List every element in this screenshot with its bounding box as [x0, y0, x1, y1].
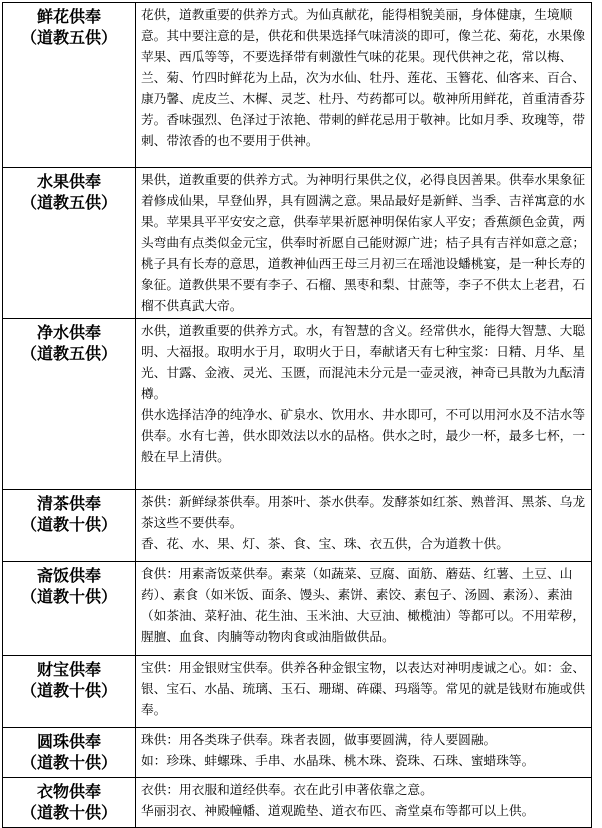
- row-title-cell: [3, 3, 136, 168]
- table-row: [3, 656, 592, 728]
- row-category: （道教五供）: [20, 344, 117, 363]
- row-description: 供水选择洁净的纯净水、矿泉水、饮用水、井水即可，不可以用河水及不洁水等供奉。水有七善，供水即效法以水的品格。供水之时，最少一杯，最多七杯，一般在早上清供。: [141, 407, 586, 464]
- table-row: [3, 728, 592, 778]
- row-description: 食供：用素斋饭菜供奉。素菜（如蔬菜、豆腐、面筋、蘑菇、红薯、土豆、山药）、素食（如米饭、面条、馒头、素饼、素饺、素包子、汤圆、素汤）、素油（如茶油、菜籽油、花生油、玉米油、大豆油、橄榄油）等都可以。不用荤秽，腥膻、血食、肉腩等动物肉食或油脂做供品。: [141, 566, 586, 644]
- table-row: [3, 3, 592, 168]
- row-category: （道教十供）: [20, 515, 117, 534]
- row-title-cell: [3, 168, 136, 319]
- row-description: 衣供：用衣服和道经供奉。衣在此引申著依靠之意。: [141, 782, 433, 797]
- row-title-cell: [3, 728, 136, 778]
- row-category: （道教十供）: [20, 753, 117, 772]
- row-title: 财宝供奉: [36, 660, 101, 679]
- row-description-cell: [136, 656, 592, 728]
- row-description: 珠供：用各类珠子供奉。珠者表圆，做事要圆满，待人要圆融。: [141, 732, 497, 747]
- row-category: （道教十供）: [20, 587, 117, 606]
- row-title: 鲜花供奉: [36, 7, 101, 26]
- row-category: （道教五供）: [20, 193, 117, 212]
- row-title-cell: [3, 562, 136, 656]
- row-title: 清茶供奉: [36, 494, 101, 513]
- row-description: 香、花、水、果、灯、茶、食、宝、珠、衣五供，合为道教十供。: [141, 536, 509, 551]
- row-title-cell: [3, 656, 136, 728]
- table-row: [3, 778, 592, 828]
- row-title: 衣物供奉: [36, 782, 101, 801]
- table-row: [3, 168, 592, 319]
- row-title: 斋饭供奉: [36, 566, 101, 585]
- row-description: 花供，道教重要的供养方式。为仙真献花，能得相貌美丽，身体健康，生境顺意。其中要注意的是，供花和供果选择气味清淡的即可，像兰花、菊花，水果像苹果、西瓜等等，不要选择带有刺激性气味的花果。现代供神之花，常以梅、兰、菊、竹四时鲜花为上品，次为水仙、牡丹、莲花、玉簪花、仙客来、百合、康乃馨、虎皮兰、木樨、灵芝、杜丹、芍药都可以。敬神所用鲜花，首重清香芬芳。香味强烈、色泽过于浓艳、带刺的鲜花忌用于敬神。比如月季、玫瑰等，带刺、带浓香的也不要用于供神。: [141, 7, 586, 148]
- row-description: 果供，道教重要的供养方式。为神明行果供之仪，必得良因善果。供奉水果象征着修成仙果，早登仙界，具有圆满之意。果品最好是新鲜、当季、吉祥寓意的水果。苹果具平平安安之意，供奉苹果祈愿神明保佑家人平安；香蕉颜色金黄，两头弯曲有点类似金元宝，供奉时祈愿自己能财源广进；桔子具有吉祥如意之意；桃子具有长寿的意思，道教神仙西王母三月初三在瑶池设蟠桃宴，是一种长寿的象征。道教供果不要有李子、石榴、黑枣和梨、甘蔗等，李子不供太上老君，石榴不供真武大帝。: [141, 172, 586, 313]
- row-description-cell: [136, 3, 592, 168]
- table-row: [3, 490, 592, 562]
- row-description-cell: [136, 490, 592, 562]
- row-category: （道教十供）: [20, 803, 117, 822]
- row-title: 圆珠供奉: [36, 732, 101, 751]
- table-row: [3, 562, 592, 656]
- row-title-cell: [3, 319, 136, 490]
- row-title-cell: [3, 490, 136, 562]
- row-description: 水供，道教重要的供养方式。水，有智慧的含义。经常供水，能得大智慧、大聪明、大福报。取明水于月，取明火于日，奉献诸天有七种宝浆：日精、月华、星光、甘露、金液、灵光、玉匮，而混沌未分元是一壶灵液，神奇已具散为九酝清樽。: [141, 323, 586, 401]
- row-description: 华丽羽衣、神殿幢幡、道观跪垫、道衣布匹、斋堂桌布等都可以上供。: [141, 803, 535, 818]
- row-category: （道教十供）: [20, 681, 117, 700]
- row-description-cell: [136, 168, 592, 319]
- row-description-cell: [136, 728, 592, 778]
- row-title: 水果供奉: [36, 172, 101, 191]
- row-description-cell: [136, 319, 592, 490]
- table-row: [3, 319, 592, 490]
- row-title-cell: [3, 778, 136, 828]
- row-description-cell: [136, 562, 592, 656]
- offerings-table: [2, 2, 592, 828]
- row-description: 如：珍珠、蚌螺珠、手串、水晶珠、桃木珠、瓷珠、石珠、蜜蜡珠等。: [141, 753, 535, 768]
- row-description: 宝供：用金银财宝供奉。供养各种金银宝物，以表达对神明虔诚之心。如：金、银、宝石、水晶、琉璃、玉石、珊瑚、砗磲、玛瑙等。常见的就是钱财布施或供奉。: [141, 660, 586, 717]
- row-description-cell: [136, 778, 592, 828]
- row-description: 茶供：新鲜绿茶供奉。用茶叶、茶水供奉。发酵茶如红茶、熟普洱、黑茶、乌龙茶这些不要供奉。: [141, 494, 586, 530]
- row-category: （道教五供）: [20, 28, 117, 47]
- row-title: 净水供奉: [36, 323, 101, 342]
